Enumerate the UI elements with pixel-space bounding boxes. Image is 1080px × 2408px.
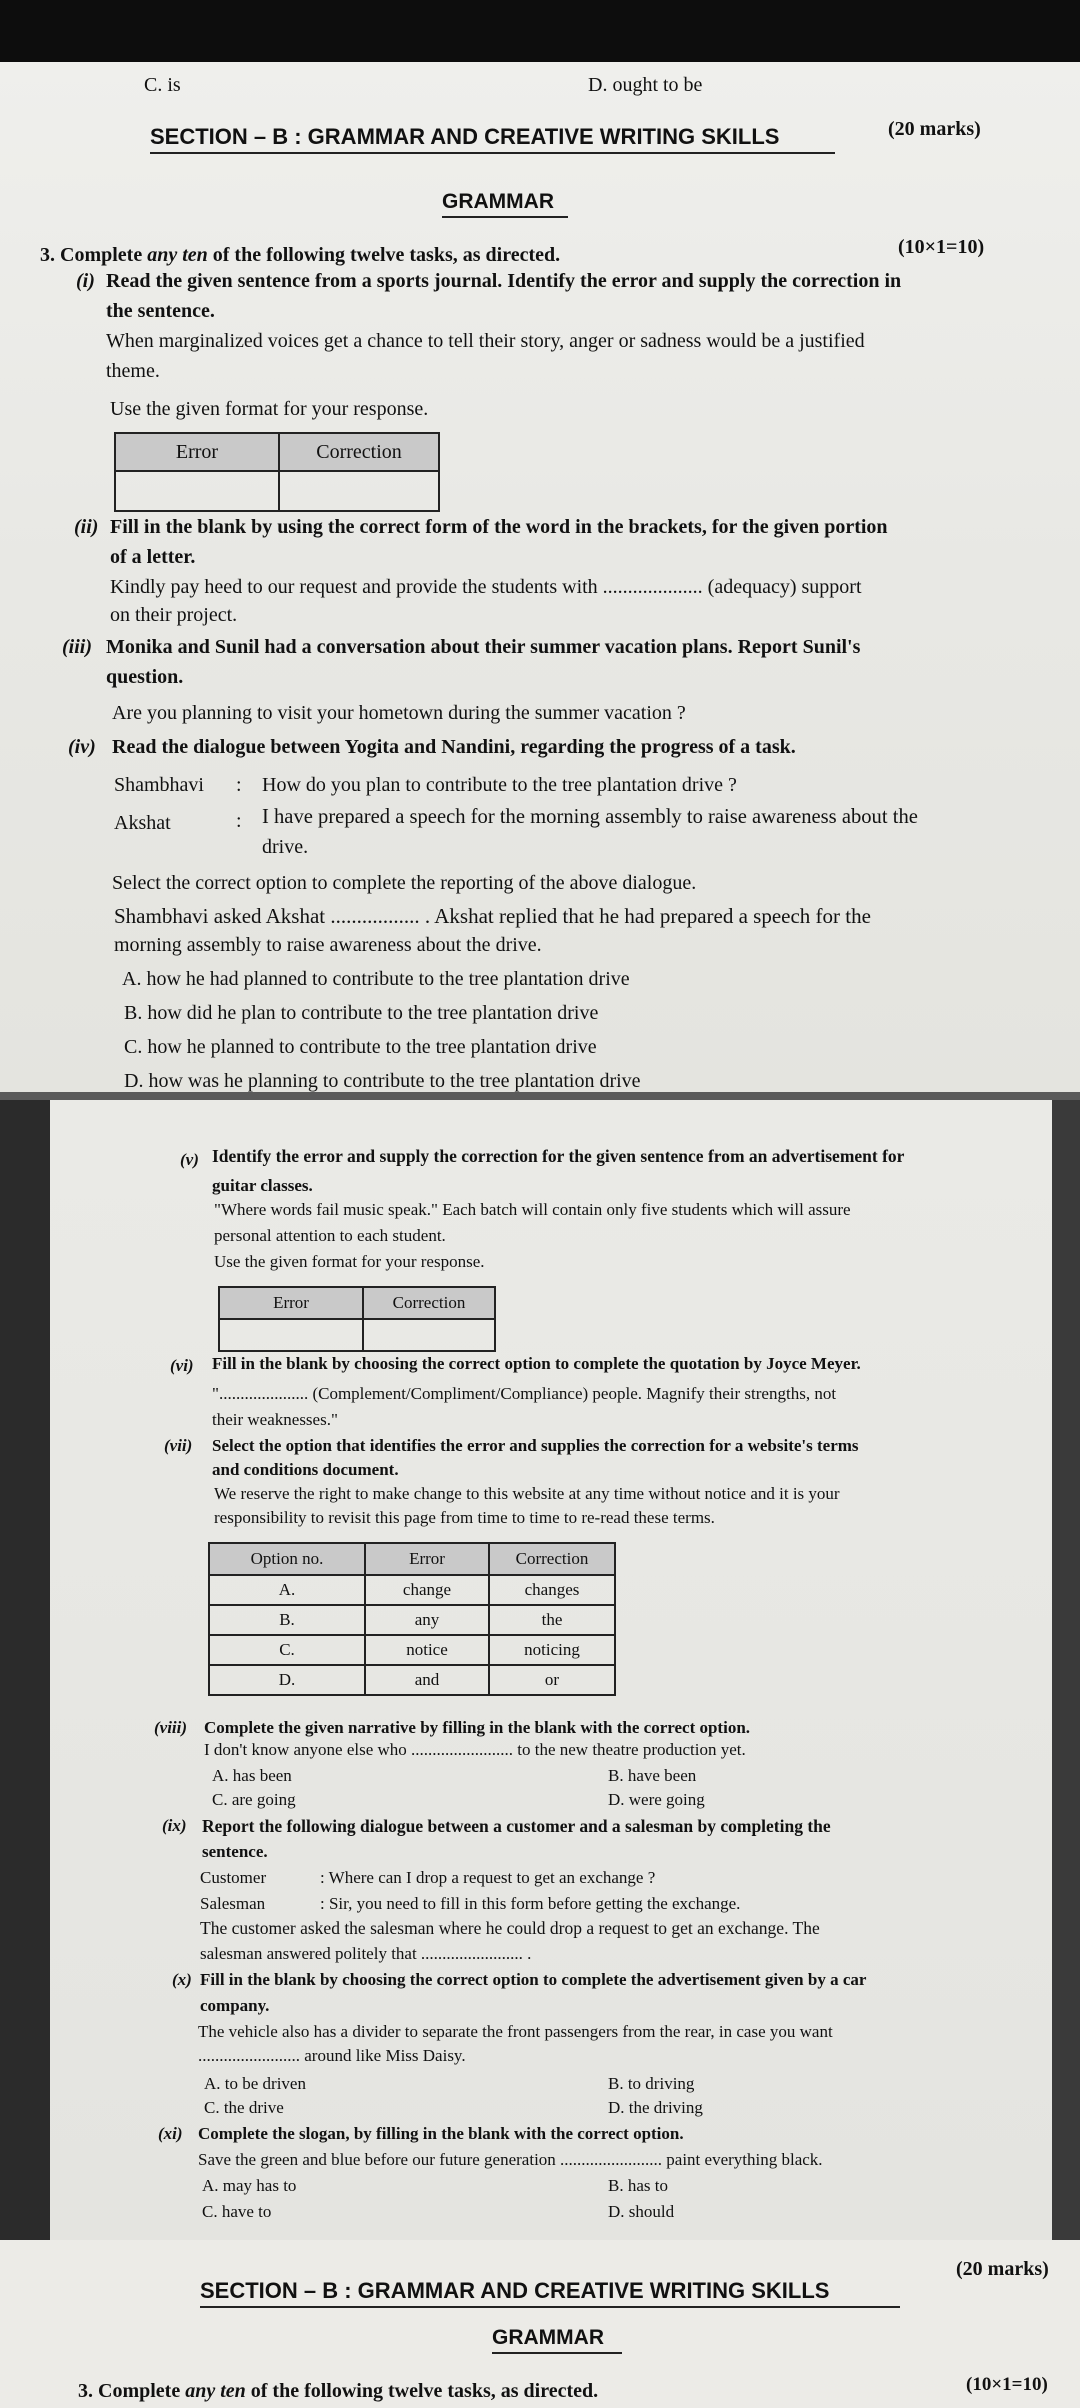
qxi-text: Save the green and blue before our future generation ........................ paint everything black.	[198, 2150, 823, 2169]
qvii-cell: or	[489, 1665, 615, 1695]
qiv-report: Shambhavi asked Akshat ................. . Akshat replied that he had prepared a speech for the	[114, 904, 871, 928]
qiv-colon-2: :	[236, 810, 242, 832]
qiii-text: Are you planning to visit your hometown during the summer vacation ?	[112, 702, 686, 724]
q3-marks: (10×1=10)	[898, 236, 985, 258]
qxi-option-a: A. may has to	[202, 2176, 297, 2195]
qi-instruction: Read the given sentence from a sports journal. Identify the error and supply the correction in	[106, 270, 902, 292]
qii-number: (ii)	[74, 516, 99, 538]
qvii-cell: A.	[209, 1575, 365, 1605]
qv-sentence-2: personal attention to each student.	[214, 1226, 446, 1245]
top-black-bar	[0, 0, 1080, 62]
q3-heading: 3. Complete any ten of the following twelve tasks, as directed.	[40, 244, 561, 266]
qx-option-b: B. to driving	[608, 2074, 695, 2093]
qvii-cell: C.	[209, 1635, 365, 1665]
qi-number: (i)	[76, 270, 95, 292]
qv-error-cell	[219, 1319, 363, 1351]
grammar-underline	[442, 216, 568, 218]
qix-number: (ix)	[162, 1816, 187, 1835]
qix-speaker-2: Salesman	[200, 1894, 266, 1913]
page-photo-2-shadow-left	[0, 1100, 50, 2240]
qiv-report-2: morning assembly to raise awareness about the drive.	[114, 934, 542, 956]
qv-instruction: Identify the error and supply the correction for the given sentence from an advertisement for	[212, 1146, 905, 1166]
qiv-line-2b: drive.	[262, 836, 309, 858]
qiii-number: (iii)	[62, 636, 92, 658]
qxi-option-c: C. have to	[202, 2202, 272, 2221]
qiv-option-b: B. how did he plan to contribute to the tree plantation drive	[124, 1002, 599, 1024]
qiv-option-a: A. how he had planned to contribute to the tree plantation drive	[122, 968, 630, 990]
grammar-heading: GRAMMAR	[442, 190, 554, 213]
qi-correction-cell	[279, 471, 439, 511]
bottom-section-title: SECTION – B : GRAMMAR AND CREATIVE WRITING SKILLS	[200, 2278, 830, 2303]
qvii-cell: the	[489, 1605, 615, 1635]
qiii-instruction: Monika and Sunil had a conversation about their summer vacation plans. Report Sunil's	[106, 636, 861, 658]
top-option-d: D. ought to be	[588, 74, 703, 96]
qi-error-cell	[115, 471, 279, 511]
qvi-number: (vi)	[170, 1356, 194, 1375]
qviii-option-c: C. are going	[212, 1790, 296, 1809]
qii-instruction: Fill in the blank by using the correct form of the word in the brackets, for the given portion	[110, 516, 888, 538]
qviii-instruction: Complete the given narrative by filling in the blank with the correct option.	[204, 1718, 751, 1737]
qvii-instruction-2: and conditions document.	[212, 1460, 399, 1479]
bottom-grammar-heading: GRAMMAR	[492, 2326, 604, 2349]
section-title-underline	[150, 152, 835, 154]
qx-text: The vehicle also has a divider to separate the front passengers from the rear, in case you want	[198, 2022, 833, 2041]
qix-report: The customer asked the salesman where he could drop a request to get an exchange. The	[200, 1918, 820, 1938]
qxi-instruction: Complete the slogan, by filling in the blank with the correct option.	[198, 2124, 684, 2143]
qi-format: Use the given format for your response.	[110, 398, 429, 420]
qvii-cell: D.	[209, 1665, 365, 1695]
qvii-text-2: responsibility to revisit this page from time to time to re-read these terms.	[214, 1508, 715, 1527]
qx-option-c: C. the drive	[204, 2098, 284, 2117]
page-photo-2-shadow-right	[1052, 1100, 1080, 2240]
qvi-instruction: Fill in the blank by choosing the correct option to complete the quotation by Joyce Meyer.	[212, 1354, 861, 1373]
qv-col-error: Error	[219, 1287, 363, 1319]
qiv-select: Select the correct option to complete the reporting of the above dialogue.	[112, 872, 697, 894]
qiv-line-1: How do you plan to contribute to the tree plantation drive ?	[262, 774, 737, 796]
table-row	[209, 1665, 615, 1695]
qvii-cell: notice	[365, 1635, 489, 1665]
qvi-text: "..................... (Complement/Compliment/Compliance) people. Magnify their strengths, not	[212, 1384, 837, 1403]
qvii-cell: B.	[209, 1605, 365, 1635]
qix-instruction-2: sentence.	[202, 1842, 268, 1861]
qvii-cell: change	[365, 1575, 489, 1605]
qvii-cell: changes	[489, 1575, 615, 1605]
qii-instruction-2: of a letter.	[110, 546, 196, 568]
qi-col-error: Error	[115, 433, 279, 471]
qix-report-2: salesman answered politely that ........................ .	[200, 1944, 532, 1963]
qvii-cell: and	[365, 1665, 489, 1695]
qviii-number: (viii)	[154, 1718, 188, 1737]
section-b-marks: (20 marks)	[888, 118, 981, 140]
qv-response-table	[218, 1286, 496, 1352]
qiv-speaker-1: Shambhavi	[114, 774, 204, 796]
qiv-option-c: C. how he planned to contribute to the tree plantation drive	[124, 1036, 597, 1058]
qvii-instruction: Select the option that identifies the error and supplies the correction for a website's terms	[212, 1436, 859, 1455]
qi-sentence: When marginalized voices get a chance to tell their story, anger or sadness would be a justified	[106, 330, 865, 352]
qix-line-2: : Sir, you need to fill in this form before getting the exchange.	[320, 1894, 741, 1913]
qxi-option-d: D. should	[608, 2202, 675, 2221]
qiv-colon-1: :	[236, 774, 242, 796]
qix-instruction: Report the following dialogue between a customer and a salesman by completing the	[202, 1816, 831, 1836]
qv-format: Use the given format for your response.	[214, 1252, 485, 1271]
qvii-header-correction: Correction	[489, 1543, 615, 1575]
qiv-instruction: Read the dialogue between Yogita and Nandini, regarding the progress of a task.	[112, 736, 796, 758]
qiv-speaker-2: Akshat	[114, 812, 171, 834]
table-row	[209, 1575, 615, 1605]
qviii-option-a: A. has been	[212, 1766, 292, 1785]
qix-line-1: : Where can I drop a request to get an exchange ?	[320, 1868, 656, 1887]
top-option-c: C. is	[144, 74, 181, 96]
bottom-q3-heading: 3. Complete any ten of the following twelve tasks, as directed.	[78, 2380, 599, 2402]
qix-speaker-1: Customer	[200, 1868, 267, 1887]
qvii-text: We reserve the right to make change to this website at any time without notice and it is your	[214, 1484, 840, 1503]
qiv-line-2: I have prepared a speech for the morning assembly to raise awareness about the	[262, 806, 918, 828]
qv-correction-cell	[363, 1319, 495, 1351]
bottom-section-marks: (20 marks)	[956, 2258, 1049, 2280]
qxi-number: (xi)	[158, 2124, 183, 2143]
qi-instruction-2: the sentence.	[106, 300, 215, 322]
qii-text-2: on their project.	[110, 604, 238, 626]
qx-instruction: Fill in the blank by choosing the correct option to complete the advertisement given by a car	[200, 1970, 867, 1989]
qviii-option-d: D. were going	[608, 1790, 705, 1809]
qi-col-correction: Correction	[279, 433, 439, 471]
qx-instruction-2: company.	[200, 1996, 270, 2015]
qx-number: (x)	[172, 1970, 192, 1989]
qii-text: Kindly pay heed to our request and provide the students with .................... (adequacy) support	[110, 576, 862, 598]
qiv-number: (iv)	[68, 736, 96, 758]
qi-sentence-2: theme.	[106, 360, 160, 382]
qviii-option-b: B. have been	[608, 1766, 697, 1785]
table-row	[209, 1635, 615, 1665]
qvii-cell: noticing	[489, 1635, 615, 1665]
qx-option-a: A. to be driven	[204, 2074, 306, 2093]
qx-text-2: ........................ around like Miss Daisy.	[198, 2046, 466, 2065]
table-row	[209, 1605, 615, 1635]
bottom-title-underline	[200, 2306, 900, 2308]
qi-response-table	[114, 432, 440, 512]
qv-col-correction: Correction	[363, 1287, 495, 1319]
qiii-instruction-2: question.	[106, 666, 184, 688]
qvii-cell: any	[365, 1605, 489, 1635]
qiv-option-d: D. how was he planning to contribute to the tree plantation drive	[124, 1070, 641, 1092]
qvii-header-option: Option no.	[209, 1543, 365, 1575]
qv-sentence: "Where words fail music speak." Each batch will contain only five students which will assure	[214, 1200, 851, 1219]
qvii-number: (vii)	[164, 1436, 193, 1455]
bottom-q3-marks: (10×1=10)	[966, 2374, 1048, 2395]
qvi-text-2: their weaknesses."	[212, 1410, 338, 1429]
section-b-title: SECTION – B : GRAMMAR AND CREATIVE WRITING SKILLS	[150, 124, 780, 149]
qvii-header-error: Error	[365, 1543, 489, 1575]
qviii-text: I don't know anyone else who ........................ to the new theatre production yet.	[204, 1740, 746, 1759]
qv-number: (v)	[180, 1150, 199, 1169]
qxi-option-b: B. has to	[608, 2176, 668, 2195]
qx-option-d: D. the driving	[608, 2098, 703, 2117]
qv-instruction-2: guitar classes.	[212, 1176, 313, 1195]
qvii-options-table	[208, 1542, 616, 1696]
bottom-grammar-underline	[492, 2352, 622, 2354]
